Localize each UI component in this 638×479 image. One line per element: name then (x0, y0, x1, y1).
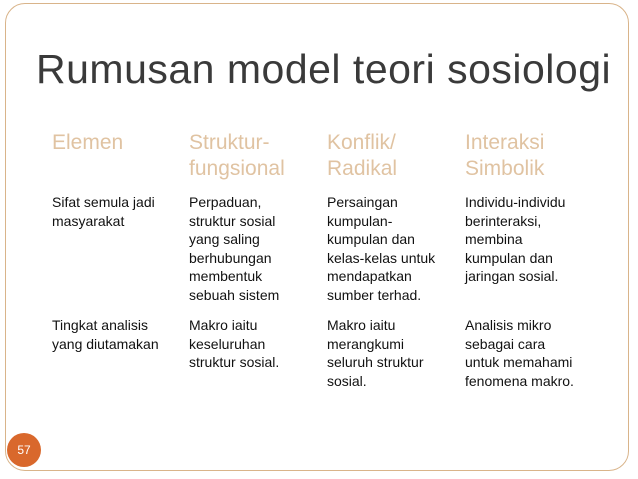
table-cell: Analisis mikro sebagai cara untuk memahami fenomena makro. (465, 317, 574, 389)
page-number-badge: 57 (7, 433, 41, 467)
table-cell: Persaingan kumpulan- kumpulan dan kelas-kelas untuk mendapatkan sumber terhad. (327, 194, 436, 303)
table-row (46, 191, 600, 314)
row-label: Tingkat analisis yang diutamakan (52, 317, 159, 352)
slide-title: Rumusan model teori sosiologi (36, 46, 612, 92)
table-cell: Perpaduan, struktur sosial yang saling berhubungan membentuk sebuah sistem (189, 194, 280, 303)
table-cell: Individu-individu berinteraksi, membina kumpulan dan jaringan sosial. (465, 194, 566, 284)
table-row (46, 314, 600, 400)
row-label: Sifat semula jadi masyarakat (52, 194, 155, 229)
sociology-model-table (46, 124, 600, 400)
table-cell: Makro iaitu merangkumi seluruh struktur sosial. (327, 317, 424, 389)
header-interaksi-simbolik: Interaksi Simbolik (465, 131, 545, 180)
header-struktur-fungsional: Struktur- fungsional (189, 131, 285, 180)
table-header-row (46, 124, 600, 191)
header-elemen: Elemen (52, 131, 124, 154)
header-konflik-radikal: Konflik/ Radikal (327, 131, 398, 180)
table-cell: Makro iaitu keseluruhan struktur sosial. (189, 317, 280, 370)
